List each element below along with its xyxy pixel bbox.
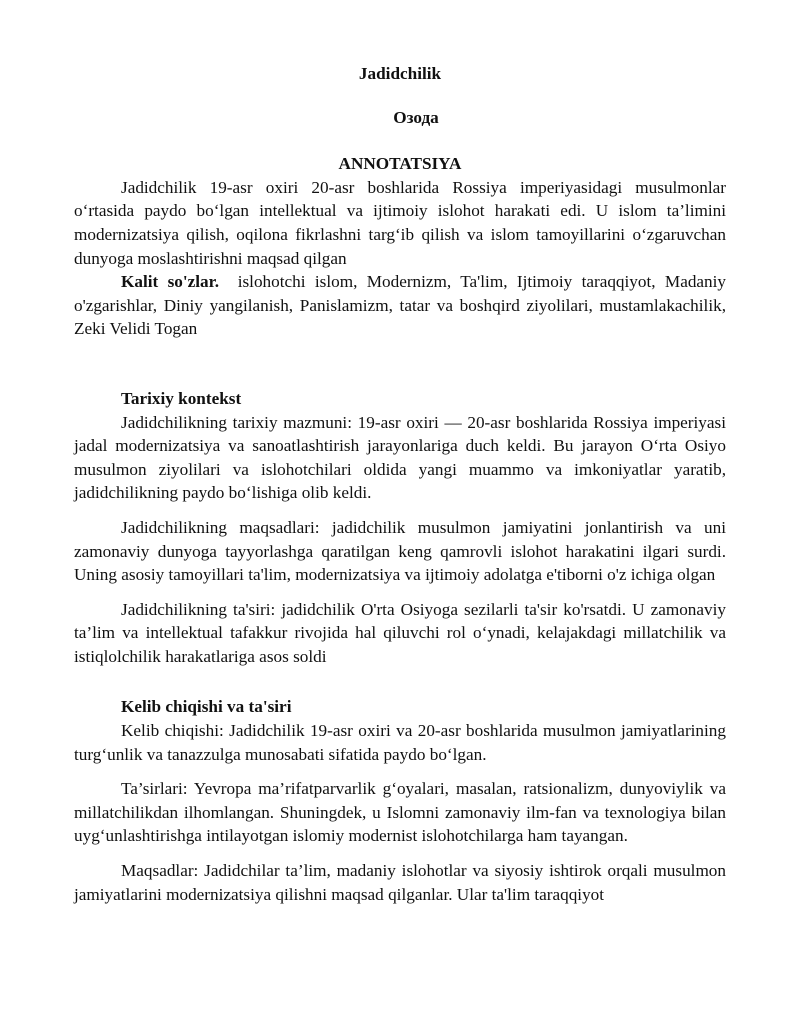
document-author: Озода [393,107,439,127]
section1-paragraph: Jadidchilikning ta'siri: jadidchilik O'rta Osiyoga sezilarli ta'sir ko'rsatdi. U zamonaviy ta’lim va intellektual tafakkur rivojida hal qiluvchi rol o‘ynadi, kelajakdagi millatchilik va istiqlolchilik harakatlariga asos soldi [74,599,726,666]
spacer [74,341,726,387]
document-page [74,62,726,906]
section1-paragraph: Jadidchilikning maqsadlari: jadidchilik musulmon jamiyatini jonlantirish va uni zamonaviy dunyoga tayyorlashga qaratilgan keng qamrovli islohot harakatini ilgari surdi. Uning asosiy tamoyillari ta'lim, modernizatsiya va ijtimoiy adolatga e'tiborni o'z ichiga olgan [74,517,726,585]
document-title: Jadidchilik [358,64,442,83]
keywords-paragraph [74,270,726,341]
section-heading-origin-and-influence: Kelib chiqishi va ta'siri [121,697,292,717]
keywords-text: islohotchi islom, Modernizm, Ta'lim, Ijtimoiy taraqqiyot, Madaniy o'zgarishlar, Diniy yangilanish, Panislamizm, tatar va boshqird ziyolilari, mustamlakachilik, Zeki Velidi Togan [74,272,727,339]
spacer [74,668,726,695]
section-heading-historical-context: Tarixiy kontekst [121,388,242,408]
annotation-heading: ANNOTATSIYA [338,154,462,174]
section2-paragraph: Maqsadlar: Jadidchilar ta’lim, madaniy islohotlar va siyosiy ishtirok orqali musulmon jamiyatlarini modernizatsiya qilishni maqsad qilganlar. Ular ta'lim taraqqiyot [74,861,726,904]
section2-paragraph: Ta’sirlari: Yevropa ma’rifatparvarlik g‘oyalari, masalan, ratsionalizm, dunyoviylik va millatchilikdan ilhomlangan. Shuningdek, u Islomni zamonaviy ilm-fan va texnologiya bilan uyg‘unlashtirishga intilayotgan islomiy modernist islohotchilarga ham tayangan. [74,779,726,846]
section1-paragraph: Jadidchilikning tarixiy mazmuni: 19-asr oxiri — 20-asr boshlarida Rossiya imperiyasi jadal modernizatsiya va sanoatlashtirish jarayonlariga duch keldi. Bu jarayon O‘rta Osiyo musulmon ziyolilari va islohotchilari oldida yangi muammo va imkoniyatlar yaratib, jadidchilikning paydo bo‘lishiga olib keldi. [74,412,726,503]
keywords-label: Kalit so'zlar. [121,272,219,292]
section2-paragraph: Kelib chiqishi: Jadidchilik 19-asr oxiri va 20-asr boshlarida musulmon jamiyatlarining turg‘unlik va tanazzulga munosabati sifatida paydo bo‘lgan. [74,721,726,764]
annotation-text: Jadidchilik 19-asr oxiri 20-asr boshlarida Rossiya imperiyasidagi musulmonlar o‘rtasida paydo bo‘lgan intellektual va ijtimoiy islohot harakati edi. U islom ta’limini modernizatsiya qilish, oqilona fikrlashni targ‘ib qilish va islom tamoyillarini o‘zgaruvchan dunyoga moslashtirishni maqsad qilgan [74,177,726,268]
